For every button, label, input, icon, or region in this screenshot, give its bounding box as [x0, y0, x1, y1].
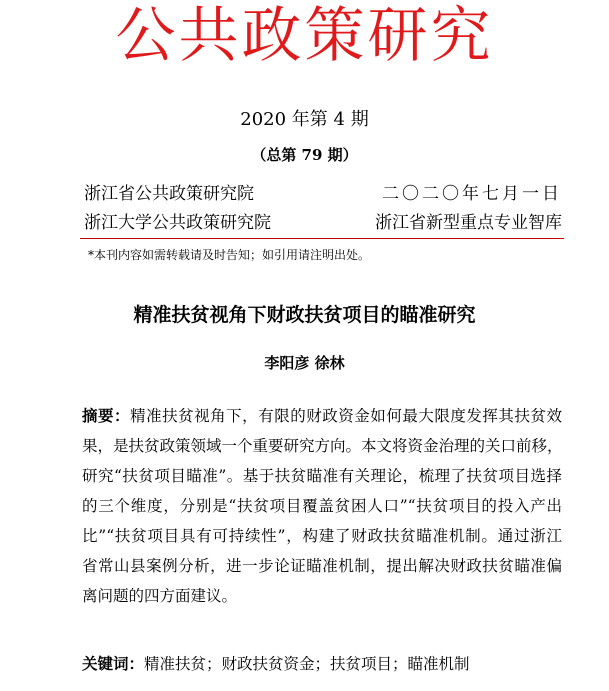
abstract-line: 研究“扶贫项目瞄准”。基于扶贫瞄准有关理论，梳理了扶贫项目选择	[82, 467, 562, 485]
header-divider	[80, 238, 564, 239]
total-issue-number: （总第 79 期）	[251, 146, 358, 164]
abstract-line	[82, 401, 562, 431]
abstract-line: 果，是扶贫政策领域一个重要研究方向。本文将资金治理的关口前移，	[82, 437, 563, 455]
abstract-text: 精准扶贫视角下，有限的财政资金如何最大限度发挥其扶贫效	[130, 407, 562, 425]
keywords-line	[82, 651, 470, 677]
article-title: 精准扶贫视角下财政扶贫项目的瞄准研究	[133, 304, 476, 326]
abstract-line: 省常山县案例分析，进一步论证瞄准机制，提出解决财政扶贫瞄准偏	[82, 557, 562, 575]
org-name-university: 浙江大学公共政策研究院	[84, 213, 271, 233]
abstract-line: 的三个维度，分别是“扶贫项目覆盖贫困人口”“扶贫项目的投入产出	[82, 497, 562, 515]
issue-number: 2020 年第 4 期	[240, 109, 369, 130]
abstract-label: 摘要：	[82, 407, 131, 425]
article-authors: 李阳彦 徐林	[264, 354, 345, 372]
abstract-block	[82, 401, 562, 611]
masthead-title: 公共政策研究	[115, 1, 494, 71]
think-tank-label: 浙江省新型重点专业智库	[375, 213, 562, 233]
org-name-provincial: 浙江省公共政策研究院	[84, 184, 254, 204]
abstract-line: 比”“扶贫项目具有可持续性”，构建了财政扶贫瞄准机制。通过浙江	[82, 527, 562, 545]
abstract-line: 离问题的四方面建议。	[82, 587, 238, 605]
publish-date: 二〇二〇年七月一日	[382, 184, 562, 204]
keywords-label: 关键词：	[82, 655, 145, 673]
copyright-notice: *本刊内容如需转载请及时告知；如引用请注明出处。	[88, 248, 371, 262]
keywords-text: 精准扶贫；财政扶贫资金；扶贫项目；瞄准机制	[144, 655, 470, 673]
